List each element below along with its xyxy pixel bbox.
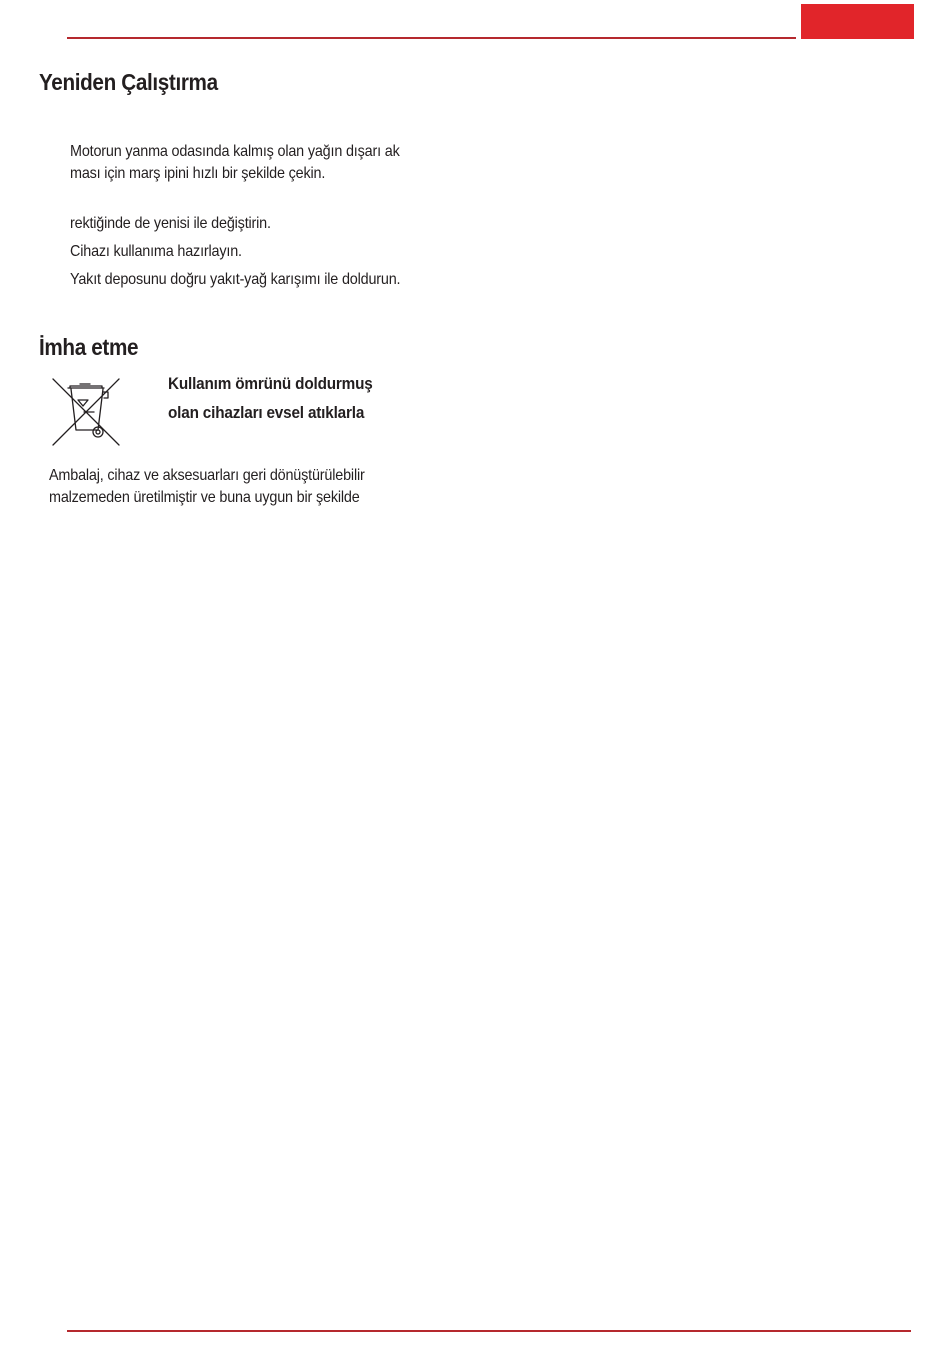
crossed-out-wheelie-bin-icon <box>50 376 122 448</box>
disposal-warning-line: Kullanım ömrünü doldurmuş <box>168 374 373 393</box>
disposal-body-line: malzemeden üretilmiştir ve buna uygun bir şekilde <box>49 489 360 506</box>
disposal-body-line: Ambalaj, cihaz ve aksesuarları geri dönüştürülebilir <box>49 467 365 484</box>
header-corner-tab <box>801 4 914 39</box>
footer-rule <box>67 1330 911 1332</box>
restart-text-line: ması için marş ipini hızlı bir şekilde çekin. <box>70 165 326 182</box>
restart-text-line: Yakıt deposunu doğru yakıt-yağ karışımı ile doldurun. <box>70 271 401 288</box>
section-heading-restart: Yeniden Çalıştırma <box>39 69 218 95</box>
restart-text-line: Cihazı kullanıma hazırlayın. <box>70 243 242 260</box>
section-heading-disposal: İmha etme <box>39 334 139 360</box>
disposal-warning-line: olan cihazları evsel atıklarla <box>168 403 365 422</box>
header-rule <box>67 37 796 39</box>
restart-text-line: rektiğinde de yenisi ile değiştirin. <box>70 215 271 232</box>
restart-text-line: Motorun yanma odasında kalmış olan yağın dışarı ak <box>70 143 400 160</box>
